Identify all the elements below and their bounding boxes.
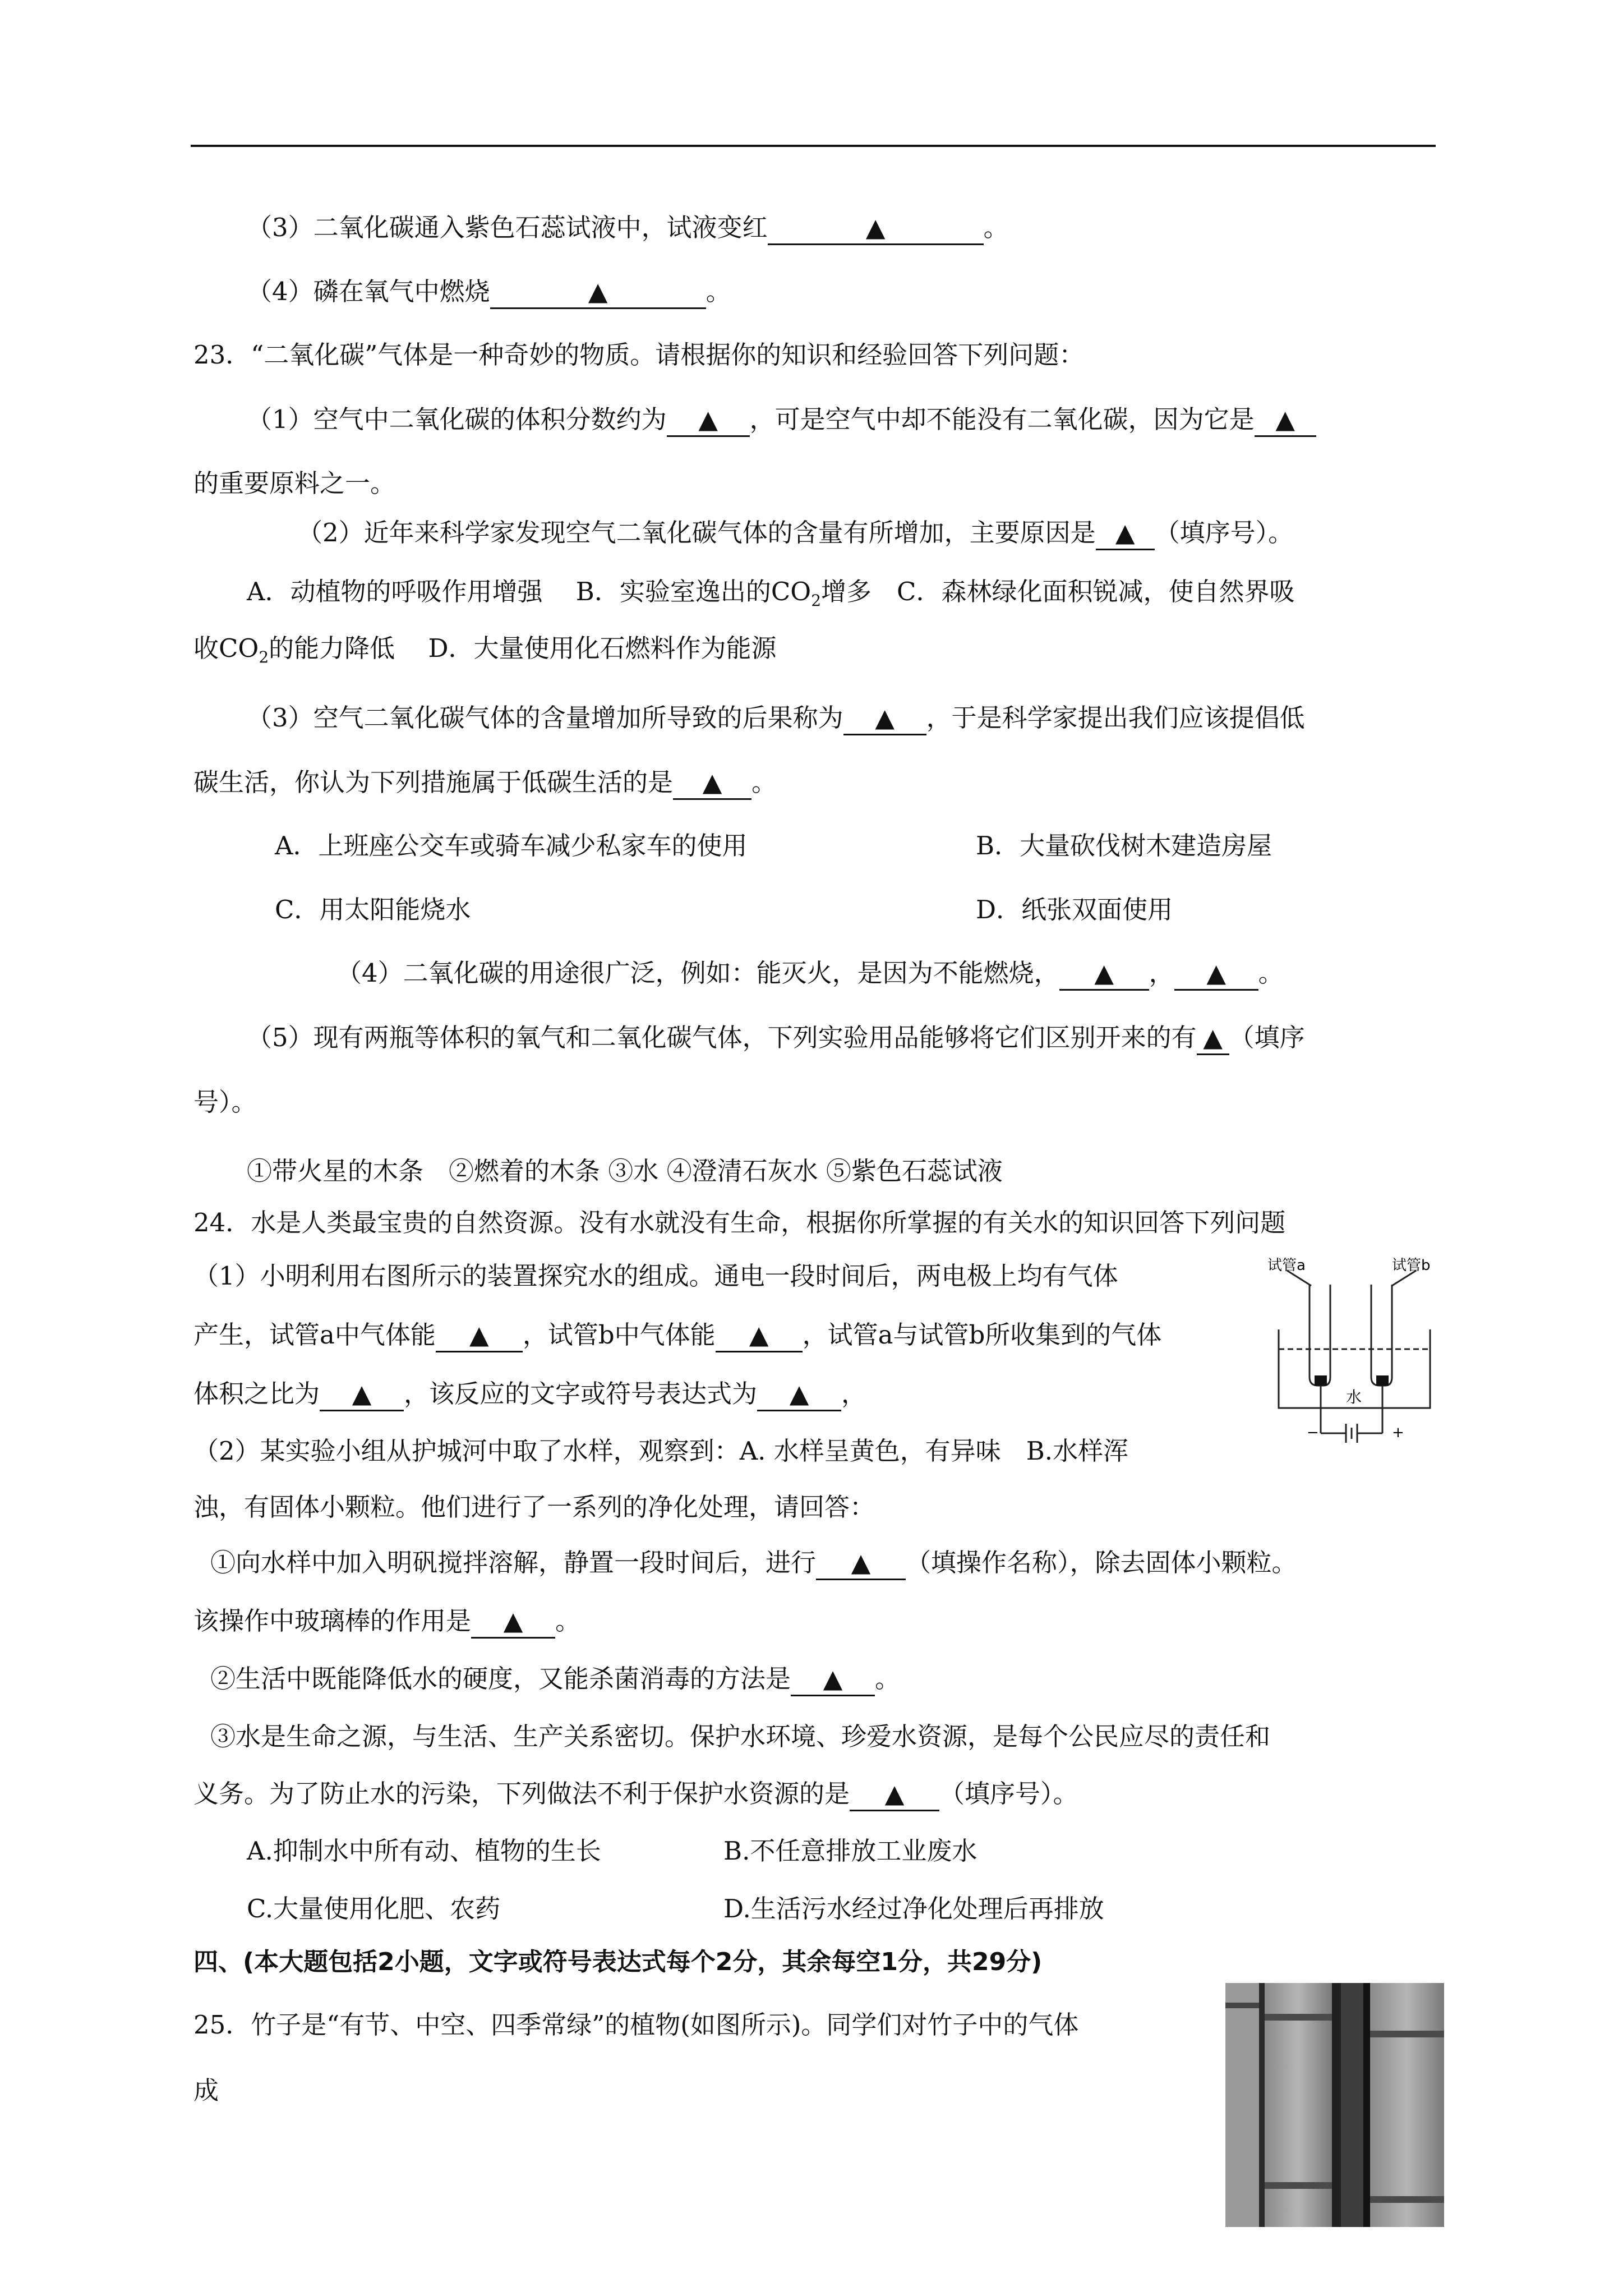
answer-blank[interactable]: ▲ [757, 1378, 841, 1411]
q24-stem: 24．水是人类最宝贵的自然资源。没有水就没有生命，根据你所掌握的有关水的知识回答下列问题 [193, 1208, 1286, 1237]
answer-blank[interactable]: ▲ [1197, 1022, 1229, 1055]
q24-2-cont: 浊，有固体小颗粒。他们进行了一系列的净化处理，请回答： [193, 1492, 875, 1522]
answer-blank[interactable]: ▲ [843, 702, 926, 735]
q25-stem-cont: 成 [193, 2076, 219, 2105]
q23-5-cont: 号）。 [193, 1087, 257, 1117]
answer-blank[interactable]: ▲ [1059, 958, 1149, 991]
bamboo-photo [1225, 1983, 1444, 2227]
answer-blank[interactable]: ▲ [850, 1778, 939, 1811]
q22-4: （4）磷在氧气中燃烧 ▲ 。 [247, 275, 731, 309]
electrolysis-apparatus-figure [1267, 1251, 1436, 1453]
q23-3-option-d: D．纸张双面使用 [976, 895, 1173, 924]
answer-blank[interactable]: ▲ [716, 1319, 803, 1352]
q23-5: （5）现有两瓶等体积的氧气和二氧化碳气体，下列实验用品能够将它们区别开来的有 ▲ （填序 [247, 1021, 1305, 1055]
answer-blank[interactable]: ▲ [816, 1547, 906, 1580]
answer-blank[interactable]: ▲ [1174, 958, 1258, 991]
q24-1-cont2: 体积之比为 ▲ ，该反应的文字或符号表达式为 ▲ ， [193, 1377, 866, 1411]
q23-3: （3）空气二氧化碳气体的含量增加所导致的后果称为 ▲ ，于是科学家提出我们应该提倡低 [247, 701, 1305, 735]
q23-4: （4）二氧化碳的用途很广泛，例如：能灭火，是因为不能燃烧， ▲ ， ▲ 。 [336, 956, 1284, 991]
water-label: 水 [1346, 1388, 1362, 1406]
q23-1-cont: 的重要原料之一。 [193, 468, 396, 498]
q23-3-cont: 碳生活，你认为下列措施属于低碳生活的是 ▲ 。 [193, 766, 777, 800]
q23-2: （2）近年来科学家发现空气二氧化碳气体的含量有所增加，主要原因是 ▲ （填序号）。 [297, 516, 1293, 550]
q24-2-a: ①向水样中加入明矾搅拌溶解，静置一段时间后，进行 ▲ （填操作名称），除去固体小颗粒。 [210, 1546, 1297, 1580]
q23-2-options-cont: 收$CO_2$的能力降低 D．大量使用化石燃料作为能源 [193, 633, 777, 666]
answer-blank[interactable]: ▲ [490, 276, 706, 309]
answer-blank[interactable]: ▲ [667, 404, 750, 437]
tube-a-label: 试管a [1267, 1257, 1306, 1274]
answer-blank[interactable]: ▲ [673, 767, 751, 800]
q23-5-options: ①带火星的木条 ②燃着的木条 ③水 ④澄清石灰水 ⑤紫色石蕊试液 [247, 1156, 1003, 1186]
q23-1: （1）空气中二氧化碳的体积分数约为 ▲ ，可是空气中却不能没有二氧化碳，因为它是 ▲ [247, 403, 1316, 437]
q23-3-option-a: A．上班座公交车或骑车减少私家车的使用 [275, 831, 748, 861]
answer-blank[interactable]: ▲ [1096, 517, 1155, 550]
q24-2-option-d: D.生活污水经过净化处理后再排放 [723, 1894, 1104, 1924]
q24-2: （2）某实验小组从护城河中取了水样，观察到：A. 水样呈黄色，有异味 B.水样浑 [193, 1436, 1129, 1466]
q24-2-a-cont: 该操作中玻璃棒的作用是 ▲ 。 [193, 1604, 580, 1639]
answer-blank[interactable]: ▲ [791, 1663, 875, 1696]
answer-blank[interactable]: ▲ [1255, 404, 1316, 437]
q24-2-option-b: B.不任意排放工业废水 [723, 1836, 978, 1866]
q24-1-cont: 产生，试管a中气体能 ▲ ，试管b中气体能 ▲ ，试管a与试管b所收集到的气体 [193, 1318, 1161, 1352]
answer-blank[interactable]: ▲ [320, 1378, 404, 1411]
q23-2-options: A．动植物的呼吸作用增强 B．实验室逸出的$CO_2$增多 C．森林绿化面积锐减，使自然界吸 [247, 577, 1295, 610]
q24-2-option-c: C.大量使用化肥、农药 [247, 1894, 501, 1924]
q24-1: （1）小明利用右图所示的装置探究水的组成。通电一段时间后，两电极上均有气体 [193, 1261, 1118, 1291]
q25-stem: 25．竹子是“有节、中空、四季常绿”的植物(如图所示)。同学们对竹子中的气体 [193, 2010, 1079, 2040]
q24-2-c: ③水是生命之源，与生活、生产关系密切。保护水环境、珍爱水资源，是每个公民应尽的责任和 [210, 1722, 1271, 1751]
header-rule [191, 145, 1436, 147]
q24-2-c-cont: 义务。为了防止水的污染，下列做法不利于保护水资源的是 ▲ （填序号）。 [193, 1777, 1078, 1811]
q23-stem: 23．“二氧化碳”气体是一种奇妙的物质。请根据你的知识和经验回答下列问题： [193, 340, 1085, 370]
answer-blank[interactable]: ▲ [768, 212, 984, 245]
answer-blank[interactable]: ▲ [471, 1605, 555, 1639]
plus-label: + [1392, 1424, 1404, 1441]
minus-label: − [1307, 1424, 1319, 1441]
section-4-heading: 四、(本大题包括2小题，文字或符号表达式每个2分，其余每空1分，共29分) [193, 1948, 1043, 1976]
tube-b-label: 试管b [1392, 1257, 1431, 1274]
q23-3-option-b: B．大量砍伐树木建造房屋 [976, 831, 1272, 861]
q23-3-option-c: C．用太阳能烧水 [275, 895, 471, 924]
q24-2-b: ②生活中既能降低水的硬度，又能杀菌消毒的方法是 ▲ 。 [210, 1662, 900, 1696]
answer-blank[interactable]: ▲ [436, 1319, 523, 1352]
q24-2-option-a: A.抑制水中所有动、植物的生长 [247, 1836, 601, 1866]
q22-3: （3）二氧化碳通入紫色石蕊试液中，试液变红 ▲ 。 [247, 211, 1009, 245]
